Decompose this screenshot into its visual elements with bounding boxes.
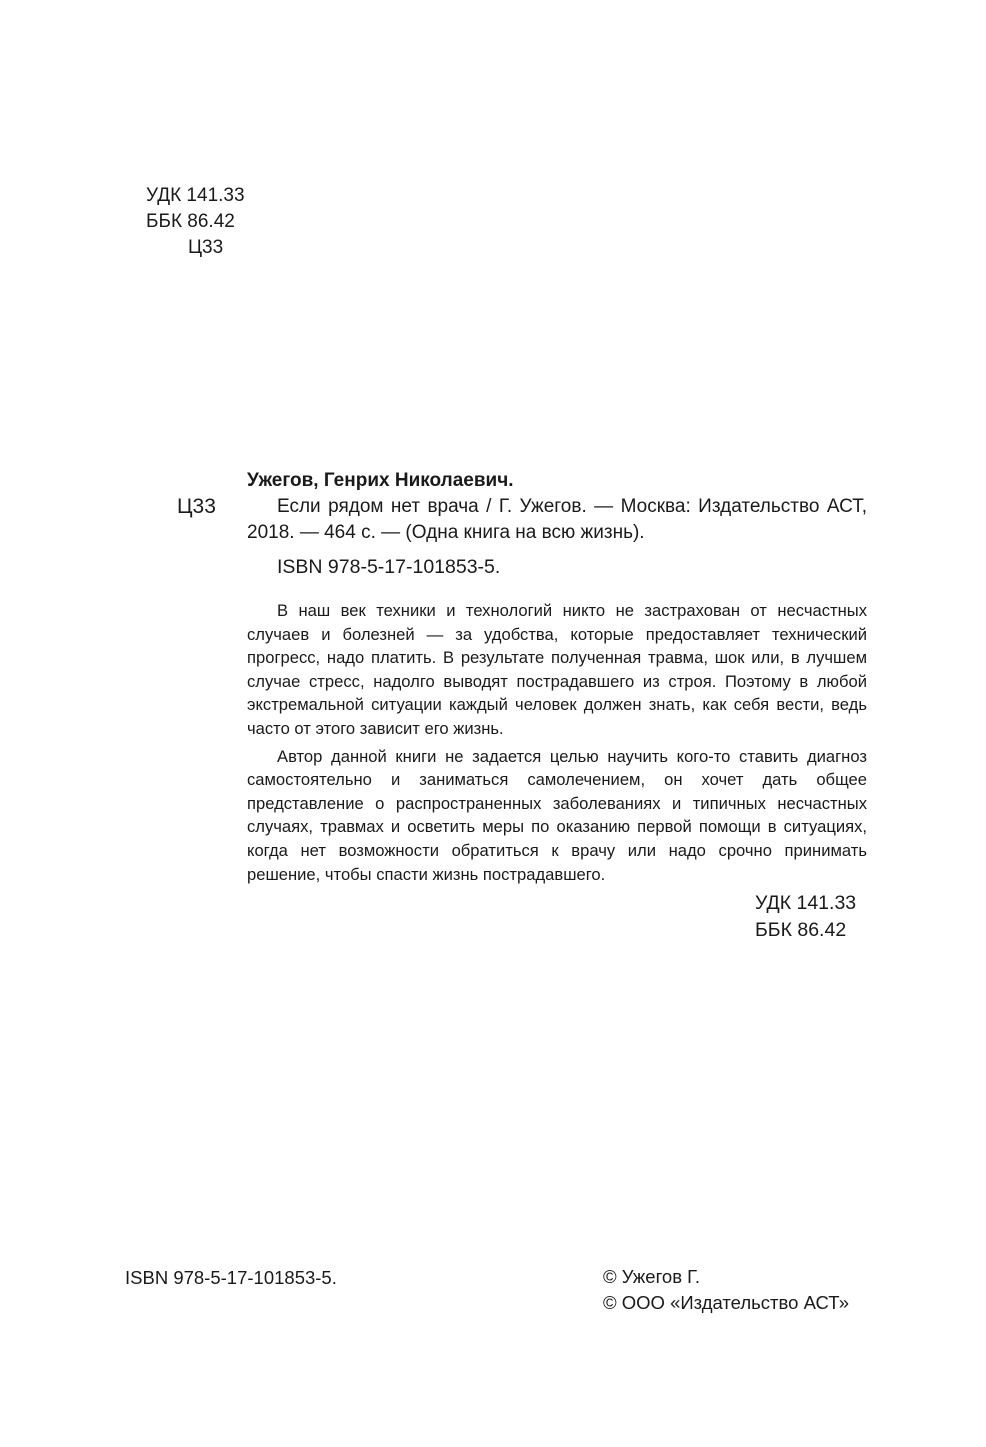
footer-isbn: ISBN 978-5-17-101853-5. [125, 1267, 337, 1288]
entry-isbn: ISBN 978-5-17-101853-5. [277, 556, 501, 578]
entry-udk-code: УДК 141.33 [755, 892, 857, 914]
copyright-author: © Ужегов Г. [603, 1266, 701, 1287]
entry-author: Ужегов, Генрих Николаевич. [247, 470, 514, 491]
copyright-block [603, 1264, 849, 1316]
entry-bibliographic-description: Если рядом нет врача / Г. Ужегов. — Москва: Издательство АСТ, 2018. — 464 с. — (Одна книга на всю жизнь). [247, 496, 867, 543]
catalog-entry [247, 468, 867, 580]
udk-code: УДК 141.33 [146, 185, 245, 206]
author-mark-code: Ц33 [188, 237, 224, 258]
entry-codes [755, 890, 856, 944]
bbk-code: ББК 86.42 [146, 211, 235, 232]
entry-bbk-code: ББК 86.42 [755, 919, 847, 941]
copyright-publisher: © ООО «Издательство АСТ» [603, 1292, 850, 1313]
entry-author-mark: Ц33 [177, 495, 216, 518]
annotation-paragraph: Автор данной книги не задается целью научить кого-то ставить диагноз самостоятельно и заниматься самолечением, он хочет дать общее представление о распространенных заболеваниях и типичных несчастных случаях, травмах и осветить меры по оказанию первой помощи в ситуациях, когда нет возможности обратиться к врачу или надо срочно принимать решение, чтобы спасти жизнь пострадавшего. [247, 746, 867, 884]
classification-block [146, 183, 245, 261]
annotation [247, 599, 867, 886]
annotation-paragraph: В наш век техники и технологий никто не застрахован от несчастных случаев и болезней — за удобства, которые предоставляет технический прогресс, надо платить. В результате полученная травма, шок или, в лучшем случае стресс, надолго выводят пострадавшего из строя. Поэтому в любой экстремальной ситуации каждый человек должен знать, как себя вести, ведь часто от этого зависит его жизнь. [247, 601, 867, 738]
